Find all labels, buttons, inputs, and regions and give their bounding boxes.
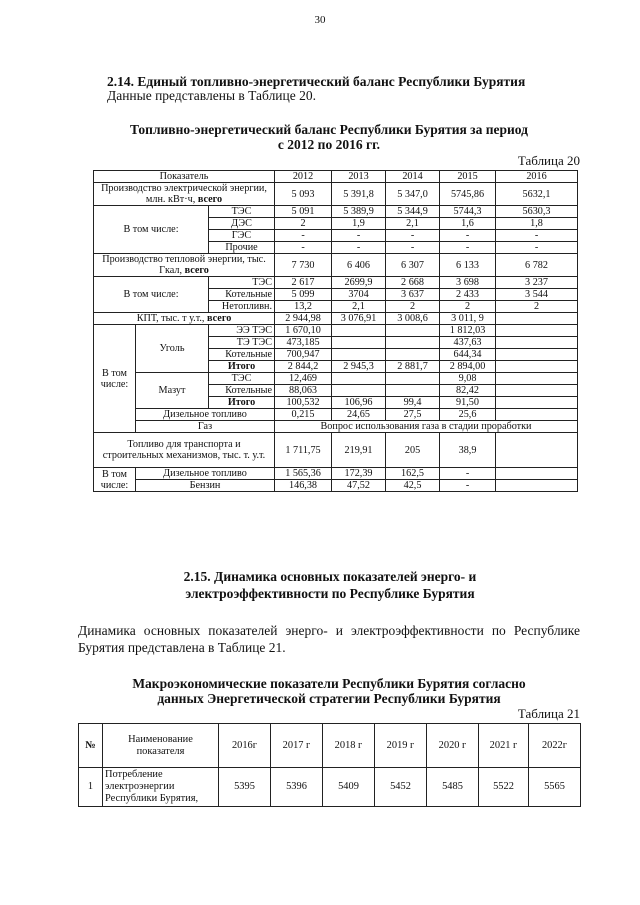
row-label (94, 183, 275, 206)
table-cell (386, 373, 440, 385)
table-cell (496, 337, 578, 349)
table-row (94, 409, 578, 421)
row-label: ТЭС (209, 206, 275, 218)
row-label-bold: всего (197, 194, 223, 205)
table-cell: 473,185 (275, 337, 332, 349)
table-cell: 3 637 (386, 289, 440, 301)
table-cell (496, 433, 578, 468)
table-21-header-cell: 2020 г (427, 724, 479, 768)
table-cell: 5630,3 (496, 206, 578, 218)
table-cell: 91,50 (440, 397, 496, 409)
table-21-header-row (79, 724, 581, 768)
table-cell: 6 782 (496, 254, 578, 277)
table-20-label: Таблица 20 (517, 153, 580, 168)
table-21 (78, 723, 581, 807)
table-cell: 3704 (332, 289, 386, 301)
table-cell: 13,2 (275, 301, 332, 313)
row-label: Бензин (136, 480, 275, 492)
table-cell: 5 389,9 (332, 206, 386, 218)
section-2-15-heading-line2: электроэффективности по Республике Бурятия (185, 586, 475, 601)
table-cell: 2 (440, 301, 496, 313)
table-cell: 25,6 (440, 409, 496, 421)
table-21-title-line2: данных Энергетической стратегии Республики Бурятия (157, 691, 501, 706)
table-cell: - (386, 230, 440, 242)
table-20-header-cell: 2012 (275, 171, 332, 183)
table-cell (332, 349, 386, 361)
table-cell: 2 617 (275, 277, 332, 289)
table-cell: - (440, 468, 496, 480)
row-label: ГЭС (209, 230, 275, 242)
row-label: Газ (136, 421, 275, 433)
table-cell: 1 (79, 768, 103, 807)
table-cell (496, 361, 578, 373)
table-21-header-cell: № (79, 724, 103, 768)
section-2-15-heading-line1: 2.15. Динамика основных показателей энерго- и (183, 569, 477, 584)
row-label: Дизельное топливо (136, 409, 275, 421)
row-label: Дизельное топливо (136, 468, 275, 480)
table-20 (93, 170, 578, 492)
table-cell: - (275, 242, 332, 254)
row-group-label: В том числе: (94, 206, 209, 254)
table-cell: 5409 (323, 768, 375, 807)
table-cell: 2 668 (386, 277, 440, 289)
table-row (79, 768, 581, 807)
table-21-header-cell: Наименование показателя (103, 724, 219, 768)
table-20-header-cell: 2016 (496, 171, 578, 183)
table-cell: 5452 (375, 768, 427, 807)
table-cell: 47,52 (332, 480, 386, 492)
row-label: Котельные (209, 385, 275, 397)
row-label: Котельные (209, 349, 275, 361)
group-label-line: числе: (100, 479, 129, 491)
table-cell: 5 347,0 (386, 183, 440, 206)
row-label: Итого (209, 397, 275, 409)
table-cell (332, 325, 386, 337)
table-cell: 3 011, 9 (440, 313, 496, 325)
table-cell: 3 008,6 (386, 313, 440, 325)
row-label: ТЭС (209, 277, 275, 289)
row-label: ТЭ ТЭС (209, 337, 275, 349)
table-cell: 2 894,00 (440, 361, 496, 373)
table-20-header-cell: 2013 (332, 171, 386, 183)
table-cell: 172,39 (332, 468, 386, 480)
table-20-title (84, 122, 574, 152)
table-cell: 437,63 (440, 337, 496, 349)
table-20-title-line1: Топливно-энергетический баланс Республики Бурятия за период (130, 122, 528, 137)
table-row (94, 183, 578, 206)
table-cell: 644,34 (440, 349, 496, 361)
table-cell (386, 385, 440, 397)
table-21-header-cell: 2019 г (375, 724, 427, 768)
table-cell: 100,532 (275, 397, 332, 409)
table-cell: 5 091 (275, 206, 332, 218)
table-cell (386, 325, 440, 337)
row-label (94, 254, 275, 277)
table-21-title (84, 676, 574, 706)
table-cell: 1,6 (440, 218, 496, 230)
table-cell: 5395 (219, 768, 271, 807)
table-cell: 2 433 (440, 289, 496, 301)
table-20-title-line2: с 2012 по 2016 гг. (277, 137, 381, 152)
table-20-header-cell: 2015 (440, 171, 496, 183)
table-cell (496, 325, 578, 337)
table-21-header-cell: 2018 г (323, 724, 375, 768)
table-cell: 2,1 (386, 218, 440, 230)
table-cell: 106,96 (332, 397, 386, 409)
table-cell: 5745,86 (440, 183, 496, 206)
table-row (94, 480, 578, 492)
table-cell: 24,65 (332, 409, 386, 421)
page-number: 30 (314, 14, 326, 26)
table-21-header-cell: 2017 г (271, 724, 323, 768)
table-cell (496, 409, 578, 421)
table-cell: 0,215 (275, 409, 332, 421)
table-cell: - (496, 242, 578, 254)
table-21-label: Таблица 21 (517, 706, 580, 721)
table-cell (496, 373, 578, 385)
table-row (94, 421, 578, 433)
table-cell: 2 (496, 301, 578, 313)
table-cell: 5 099 (275, 289, 332, 301)
table-row (94, 313, 578, 325)
table-cell: 5744,3 (440, 206, 496, 218)
row-label: Прочие (209, 242, 275, 254)
table-cell: 6 406 (332, 254, 386, 277)
table-cell (496, 385, 578, 397)
row-label: ЭЭ ТЭС (209, 325, 275, 337)
table-row (94, 254, 578, 277)
table-cell (496, 349, 578, 361)
table-cell: - (440, 230, 496, 242)
table-cell: 42,5 (386, 480, 440, 492)
table-cell: 1 711,75 (275, 433, 332, 468)
table-row (94, 373, 578, 385)
table-cell: 3 076,91 (332, 313, 386, 325)
table-cell: 700,947 (275, 349, 332, 361)
section-2-15-heading (95, 568, 565, 602)
table-cell: 7 730 (275, 254, 332, 277)
table-21-header-cell: 2022г (529, 724, 581, 768)
table-cell: 6 307 (386, 254, 440, 277)
table-cell: 1,8 (496, 218, 578, 230)
table-cell: 2 844,2 (275, 361, 332, 373)
table-row (94, 277, 578, 289)
table-cell: 2 (386, 301, 440, 313)
table-cell: 3 698 (440, 277, 496, 289)
table-cell: 88,063 (275, 385, 332, 397)
table-cell: Потребление электроэнергии Республики Бурятия, (103, 768, 219, 807)
table-cell: 5485 (427, 768, 479, 807)
table-21-header-cell: 2016г (219, 724, 271, 768)
fuel-label-coal: Уголь (136, 325, 209, 373)
row-label: Нетопливн. (209, 301, 275, 313)
table-cell: 3 544 (496, 289, 578, 301)
row-label: Топливо для транспорта и строительных механизмов, тыс. т. у.т. (94, 433, 275, 468)
section-2-14-text: Данные представлены в Таблице 20. (107, 88, 316, 103)
row-label: Котельные (209, 289, 275, 301)
table-cell: 5522 (479, 768, 529, 807)
table-cell: 2 881,7 (386, 361, 440, 373)
table-20-header-cell: 2014 (386, 171, 440, 183)
table-row (94, 433, 578, 468)
table-cell: 38,9 (440, 433, 496, 468)
table-cell: 219,91 (332, 433, 386, 468)
table-cell: 5632,1 (496, 183, 578, 206)
table-cell: - (332, 230, 386, 242)
row-group-label (94, 325, 136, 433)
row-label-text: Производство тепловой энергии, тыс. Гкал, (102, 254, 266, 276)
table-cell: 5565 (529, 768, 581, 807)
table-cell (332, 385, 386, 397)
table-cell (332, 373, 386, 385)
table-cell: 3 237 (496, 277, 578, 289)
row-group-label: В том числе: (94, 277, 209, 313)
fuel-label-mazut: Мазут (136, 373, 209, 409)
table-cell: 5 093 (275, 183, 332, 206)
table-cell (496, 313, 578, 325)
table-cell: - (496, 230, 578, 242)
table-cell: 82,42 (440, 385, 496, 397)
section-2-15-text: Динамика основных показателей энерго- и электроэффективности по Республике Бурятия представлена в Таблице 21. (78, 623, 580, 655)
table-cell: 5 391,8 (332, 183, 386, 206)
table-cell (386, 349, 440, 361)
table-cell: 1 670,10 (275, 325, 332, 337)
table-cell: 1,9 (332, 218, 386, 230)
table-cell: 99,4 (386, 397, 440, 409)
table-20-header-row (94, 171, 578, 183)
table-cell: 1 812,03 (440, 325, 496, 337)
table-cell: - (332, 242, 386, 254)
table-cell: - (440, 480, 496, 492)
table-cell: 162,5 (386, 468, 440, 480)
row-label-text: Производство электрической энергии, млн. кВт·ч, (101, 183, 267, 205)
table-cell: 1 565,36 (275, 468, 332, 480)
table-21-title-line1: Макроэкономические показатели Республики Бурятия согласно (132, 676, 526, 691)
gas-note: Вопрос использования газа в стадии проработки (275, 421, 578, 433)
table-cell: 6 133 (440, 254, 496, 277)
table-cell: 205 (386, 433, 440, 468)
table-21-header-cell: 2021 г (479, 724, 529, 768)
row-label: Итого (209, 361, 275, 373)
row-label: ДЭС (209, 218, 275, 230)
table-cell: 2699,9 (332, 277, 386, 289)
table-cell (496, 468, 578, 480)
table-cell: 2 (275, 218, 332, 230)
table-cell: 12,469 (275, 373, 332, 385)
table-cell: - (440, 242, 496, 254)
table-cell: 2 944,98 (275, 313, 332, 325)
table-cell (496, 480, 578, 492)
table-row (94, 325, 578, 337)
table-cell (386, 337, 440, 349)
row-label-bold: всего (207, 313, 232, 324)
table-cell: 5396 (271, 768, 323, 807)
row-group-label (94, 468, 136, 492)
section-2-14-heading: 2.14. Единый топливно-энергетический баланс Республики Бурятия (107, 74, 526, 89)
table-row (94, 206, 578, 218)
group-label-line: числе: (100, 378, 129, 390)
table-cell: 146,38 (275, 480, 332, 492)
table-cell (332, 337, 386, 349)
table-cell: 9,08 (440, 373, 496, 385)
table-cell: 5 344,9 (386, 206, 440, 218)
group-label-line: В том (101, 468, 127, 480)
row-label: ТЭС (209, 373, 275, 385)
table-cell: 2,1 (332, 301, 386, 313)
group-label-line: В том (101, 367, 127, 379)
table-cell: - (275, 230, 332, 242)
table-20-header-cell: Показатель (94, 171, 275, 183)
table-cell (496, 397, 578, 409)
row-label-text: КПТ, тыс. т у.т., (136, 313, 208, 324)
table-cell: 27,5 (386, 409, 440, 421)
table-cell: - (386, 242, 440, 254)
row-label-bold: всего (184, 265, 209, 276)
table-row (94, 468, 578, 480)
table-cell: 2 945,3 (332, 361, 386, 373)
row-label (94, 313, 275, 325)
